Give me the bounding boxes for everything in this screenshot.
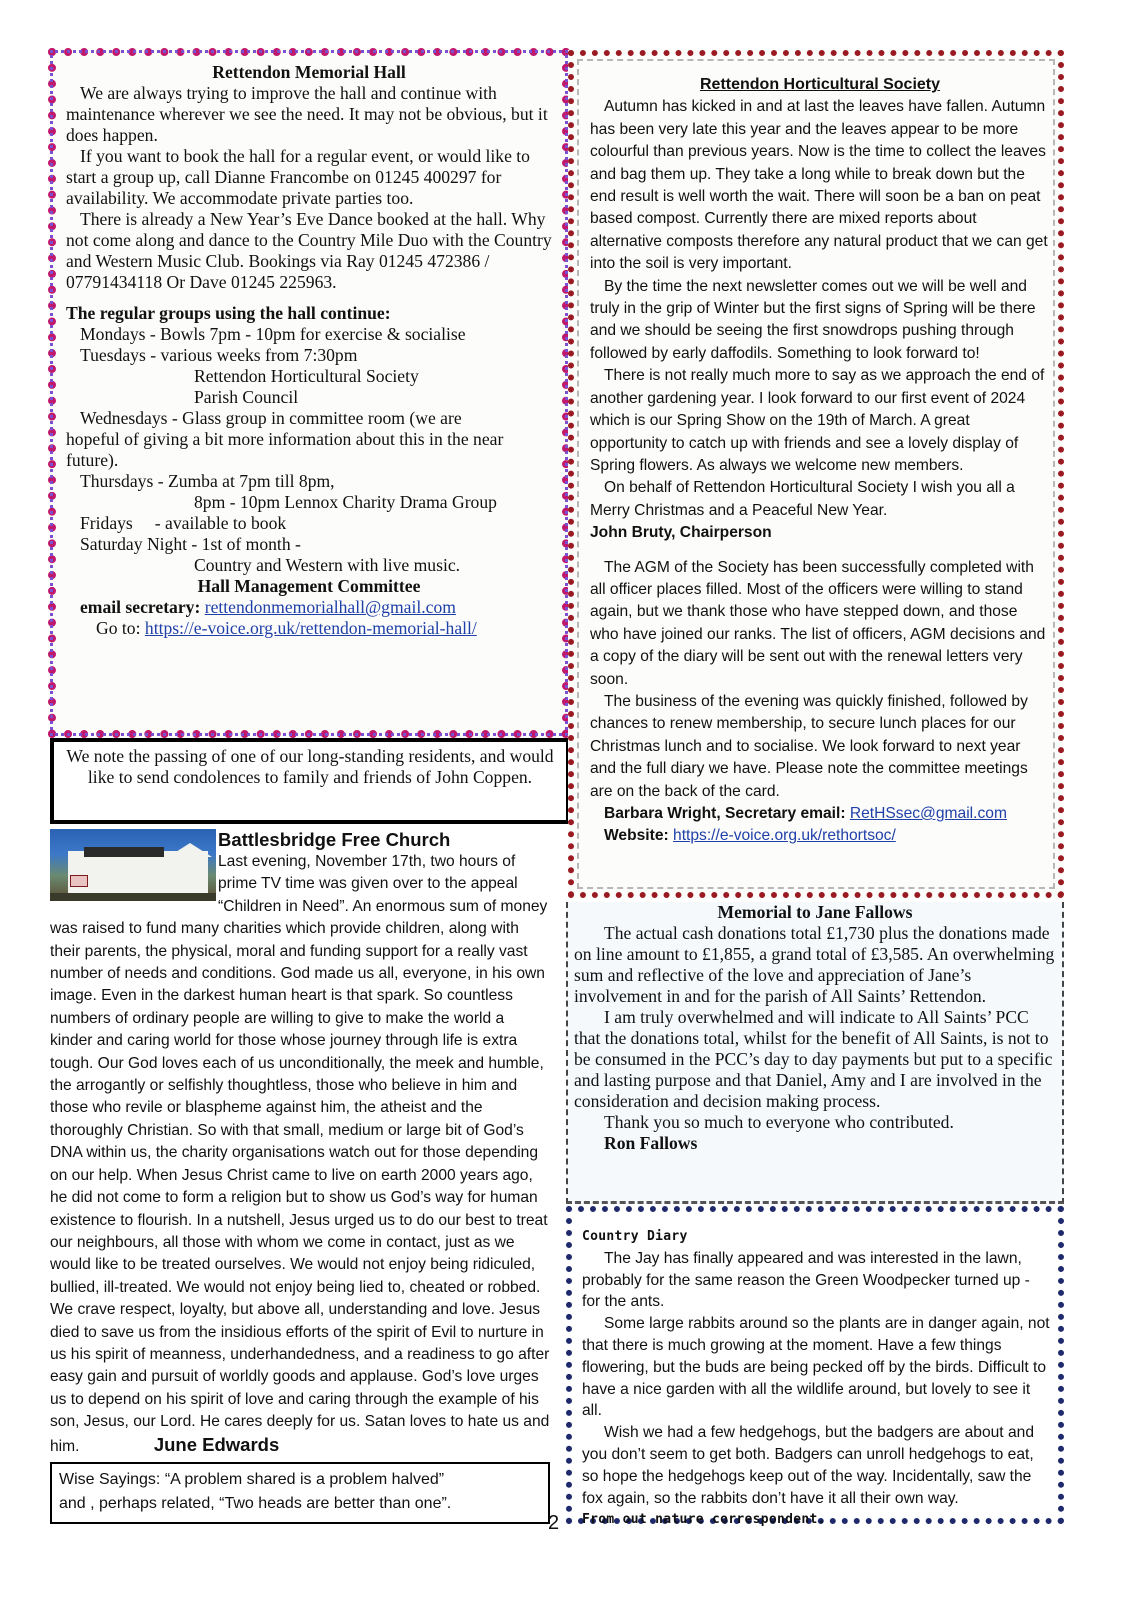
church-author: June Edwards bbox=[153, 1433, 280, 1455]
horticultural-signoff: John Bruty, Chairperson bbox=[590, 524, 772, 542]
wise-sayings-box bbox=[50, 1462, 550, 1524]
memorial-hall-paragraph: There is already a New Year’s Eve Dance booked at the hall. Why not come along and dance to the Country Mile Duo with the Country and Western Music Club. Bookings via Ray 01245 472386 / 07791434118 Or Dave 01245 225963. bbox=[66, 209, 552, 292]
group-item: Fridays - available to book bbox=[80, 513, 287, 533]
church-section bbox=[50, 829, 550, 1458]
jane-fallows-signoff: Ron Fallows bbox=[604, 1133, 698, 1153]
jane-fallows-memorial bbox=[566, 902, 1064, 1204]
committee-name: Hall Management Committee bbox=[197, 576, 421, 596]
church-body: Last evening, November 17th, two hours of prime TV time was given over to the appeal “Children in Need”. An enormous sum of money was raised to fund many charities which provide children, along with their parents, the physical, moral and funding support for a really vast number of needs and conditions. God made us all, everyone, in his own image. Even in the darkest human heart is that spark. So countless numbers of ordinary people are willing to give to make the world a kinder and caring world for those whose journey through life is extra tough. Our God loves each of us unconditionally, the meek and humble, the arrogantly or selfishly thoughtless, those who believe in him and those who revile or blaspheme against him, the atheist and the thoroughly Christian. So with that small, medium or large bit of God’s DNA within us, the charity organisations watch out for those depending on our help. When Jesus Christ came to live on earth 2000 years ago, he did not come to form a religion but to show us God’s way for human existence to flourish. In a nutshell, Jesus urged us to do our best to treat our neighbours, all those with whom we come in contact, just as we would like to be treated ourselves. We would not enjoy being ridiculed, bullied, ill-treated. We would not enjoy being lied to, cheated or robbed. We crave respect, loyalty, but above all, understanding and love. Jesus died to save us from the insidious efforts of the spirit of Evil to nurture in us his spirit of meanness, underhandedness, and a readiness to go after easy gain and pursuit of worldly goods and applause. God’s love urges us to depend on his spirit of love and caring through the example of his son, Jesus, our Lord. He cares deeply for us. Satan loves to hate us and him. bbox=[50, 853, 550, 1455]
wise-saying-line: and , perhaps related, “Two heads are better than one”. bbox=[59, 1495, 452, 1512]
goto-label: Go to: bbox=[96, 618, 141, 638]
jane-fallows-paragraph: The actual cash donations total £1,730 plus the donations made on line amount to £1,855, a grand total of £3,585. An overwhelming sum and reflective of the love and appreciation of Jane’s involvement in and for the parish of All Saints’ Rettendon. bbox=[574, 923, 1055, 1006]
country-diary-paragraph: Wish we had a few hedgehogs, but the badgers are about and you don’t seem to get both. Badgers can unroll hedgehogs to eat, so hope the hedgehogs keep out of the way. Incidentally, saw the fox again, so the rabbits don’t have it all their own way. bbox=[582, 1424, 1034, 1507]
memorial-hall-paragraph: We are always trying to improve the hall and continue with maintenance wherever we see the need. It may not be obvious, but it does happen. bbox=[66, 83, 548, 145]
groups-heading: The regular groups using the hall continue: bbox=[66, 303, 391, 323]
group-item: Mondays - Bowls 7pm - 10pm for exercise & socialise bbox=[80, 324, 466, 344]
church-photo bbox=[50, 829, 216, 901]
horticultural-paragraph: On behalf of Rettendon Horticultural Society I wish you all a Merry Christmas and a Peaceful New Year. bbox=[590, 479, 1015, 519]
country-diary-signoff: From out nature correspondent. bbox=[582, 1512, 826, 1528]
group-item: Tuesdays - various weeks from 7:30pm bbox=[80, 345, 358, 365]
church-title: Battlesbridge Free Church bbox=[218, 829, 451, 850]
group-item: Rettendon Horticultural Society bbox=[194, 366, 419, 386]
wise-saying-line: Wise Sayings: “A problem shared is a problem halved” bbox=[59, 1471, 445, 1488]
horticultural-website-link[interactable]: https://e-voice.org.uk/rethortsoc/ bbox=[673, 827, 896, 845]
memorial-hall-paragraph: If you want to book the hall for a regular event, or would like to start a group up, call Dianne Francombe on 01245 400297 for availability. We accommodate private parties too. bbox=[66, 146, 530, 208]
horticultural-section bbox=[568, 50, 1064, 898]
country-diary-paragraph: Some large rabbits around so the plants are in danger again, not that there is much growing at the moment. Have a few things flowering, but the buds are being pecked off by the birds. Difficult to have a nice garden with all the wildlife around, but lovely to see it all. bbox=[582, 1315, 1050, 1420]
secretary-email-link[interactable]: RetHSsec@gmail.com bbox=[849, 805, 1007, 822]
group-item: Wednesdays - Glass group in committee room (we are bbox=[80, 408, 462, 428]
memorial-hall-section bbox=[48, 48, 570, 738]
jane-fallows-title: Memorial to Jane Fallows bbox=[717, 902, 913, 922]
horticultural-paragraph: Autumn has kicked in and at last the leaves have fallen. Autumn has been very late this year and the leaves appear to be more colourful than previous years. Now is the time to collect the leaves and bag them up. They take a long while to break down but the end result is well worth the wait. There will soon be a ban on peat based compost. Currently there are mixed reports about alternative composts therefore any natural product that we can get into the soil is very important. bbox=[590, 98, 1048, 273]
condolence-text: We note the passing of one of our long-standing residents, and would like to send condolences to family and friends of John Coppen. bbox=[66, 746, 554, 787]
jane-fallows-paragraph: I am truly overwhelmed and will indicate to All Saints’ PCC that the donations total, whilst for the benefit of All Saints, is not to be consumed in the PCC’s day to day payments but put to a specific and lasting purpose and that Daniel, Amy and I are involved in the consideration and decision making process. bbox=[574, 1007, 1053, 1111]
horticultural-paragraph: By the time the next newsletter comes out we will be well and truly in the grip of Winter but the first signs of Spring will be there and we should be seeing the first snowdrops pushing through followed by early daffodils. Something to look forward to! bbox=[590, 277, 1036, 362]
horticultural-paragraph: There is not really much more to say as we approach the end of another gardening year. I look forward to our first event of 2024 which is our Spring Show on the 19th of March. A great opportunity to catch up with friends and see a lovely display of Spring flowers. As always we welcome new members. bbox=[590, 367, 1045, 474]
page-number: 2 bbox=[548, 1512, 560, 1534]
group-item: Country and Western with live music. bbox=[194, 555, 461, 575]
horticultural-title: Rettendon Horticultural Society bbox=[699, 76, 941, 93]
hall-website-link[interactable]: https://e-voice.org.uk/rettendon-memorial-hall/ bbox=[144, 618, 477, 638]
horticultural-paragraph: The business of the evening was quickly finished, followed by chances to renew membership, to secure lunch places for our Christmas lunch and to socialise. We look forward to next year and the full diary we have. Please note the committee meetings are on the back of the card. bbox=[590, 692, 1028, 800]
hall-email-link[interactable]: rettendonmemorialhall@gmail.com bbox=[204, 597, 456, 617]
horticultural-paragraph: The AGM of the Society has been successfully completed with all officer places filled. Most of the officers were willing to stand again, but we thank those who have stepped down, and those who have joined our ranks. The list of officers, AGM decisions and a copy of the diary will be sent out with the renewal letters very soon. bbox=[590, 558, 1046, 688]
jane-fallows-paragraph: Thank you so much to everyone who contributed. bbox=[604, 1112, 954, 1132]
condolence-notice bbox=[50, 738, 570, 824]
group-item: 8pm - 10pm Lennox Charity Drama Group bbox=[194, 492, 497, 512]
group-item: Parish Council bbox=[194, 387, 299, 407]
email-label: email secretary: bbox=[80, 597, 201, 617]
country-diary-section bbox=[566, 1206, 1064, 1528]
secretary-label: Barbara Wright, Secretary email: bbox=[604, 805, 846, 822]
country-diary-title: Country Diary bbox=[582, 1229, 688, 1244]
memorial-hall-title: Rettendon Memorial Hall bbox=[212, 62, 406, 82]
group-item: Thursdays - Zumba at 7pm till 8pm, bbox=[80, 471, 335, 491]
group-item: hopeful of giving a bit more information about this in the near future). bbox=[66, 429, 504, 470]
website-label: Website: bbox=[604, 827, 669, 845]
country-diary-paragraph: The Jay has finally appeared and was interested in the lawn, probably for the same reason the Green Woodpecker turned up - for the ants. bbox=[582, 1249, 1030, 1311]
group-item: Saturday Night - 1st of month - bbox=[80, 534, 301, 554]
